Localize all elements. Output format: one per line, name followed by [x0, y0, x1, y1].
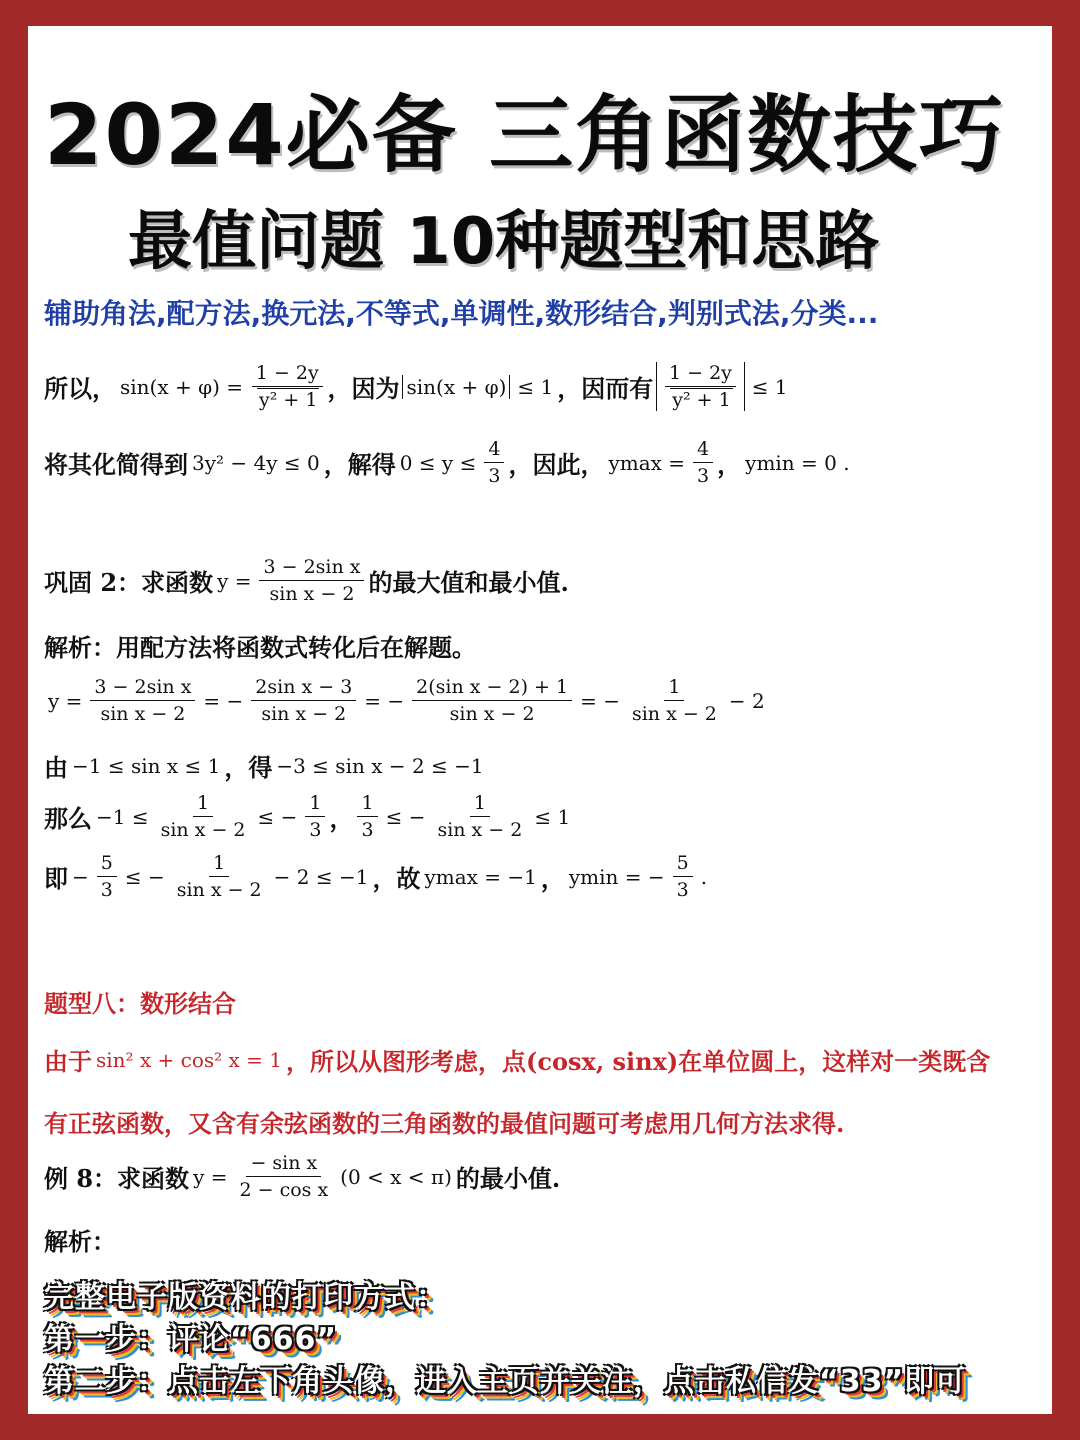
fraction	[484, 438, 504, 487]
numerator: 4	[484, 438, 504, 463]
text: ，	[540, 864, 565, 893]
fraction	[305, 792, 325, 841]
fraction	[664, 362, 736, 411]
abs-fraction	[656, 362, 744, 411]
derivation-line-2	[44, 438, 854, 487]
math: (0 < x < π)	[340, 1164, 452, 1189]
text: ，	[717, 450, 742, 479]
numerator: 2sin x − 3	[251, 676, 356, 701]
math: − 2	[728, 688, 765, 713]
math: sin(x + φ) =	[120, 374, 244, 399]
page-title: 2024必备 三角函数技巧	[44, 86, 1006, 184]
denominator: y² + 1	[672, 389, 731, 411]
fraction	[251, 676, 356, 725]
denominator: sin x − 2	[269, 583, 355, 605]
denominator: sin x − 2	[100, 703, 186, 725]
text: 有正弦函数，又含有余弦函数的三角函数的最值问题可考虑用几何方法求得.	[44, 1109, 845, 1138]
math: ymin = 0 .	[745, 450, 850, 475]
numerator: 1 − 2y	[665, 362, 736, 387]
text: 解析：用配方法将函数式转化后在解题。	[44, 633, 476, 662]
denominator: 3	[488, 465, 501, 487]
text: 的最小值.	[455, 1164, 561, 1193]
math: = −	[580, 688, 620, 713]
denominator: sin x − 2	[437, 819, 523, 841]
math: y =	[193, 1164, 228, 1189]
text: 将其化简得到	[44, 450, 188, 479]
fraction	[259, 556, 364, 605]
numerator: 1	[664, 676, 684, 701]
equation-line-4	[44, 852, 711, 901]
text: 由	[44, 753, 68, 782]
text: ，因而有	[557, 374, 654, 403]
numerator: 5	[97, 852, 117, 877]
math: −3 ≤ sin x − 2 ≤ −1	[276, 753, 484, 778]
numerator: 4	[693, 438, 713, 463]
text: ，	[329, 804, 354, 833]
text: 的最大值和最小值.	[368, 568, 569, 597]
denominator: sin x − 2	[449, 703, 535, 725]
page-subtitle: 最值问题 10种题型和思路	[128, 205, 880, 279]
numerator: 1	[357, 792, 377, 817]
equation-line-2	[44, 748, 488, 783]
denominator: sin x − 2	[160, 819, 246, 841]
math: − 2 ≤ −1	[273, 864, 369, 889]
footer-line-1: 完整电子版资料的打印方式：	[44, 1280, 447, 1315]
text: 那么	[44, 804, 92, 833]
numerator: 5	[673, 852, 693, 877]
denominator: 3	[100, 879, 113, 901]
fraction	[97, 852, 117, 901]
math: = −	[203, 688, 244, 713]
math: ≤ 1	[534, 804, 571, 829]
math: ≤ −	[124, 864, 165, 889]
fraction	[628, 676, 721, 725]
numerator: − sin x	[246, 1152, 321, 1177]
fraction	[173, 852, 266, 901]
math: −1 ≤	[96, 804, 149, 829]
math: ≤ −	[257, 804, 298, 829]
text: ，故	[372, 864, 421, 893]
equation-line-3	[44, 792, 574, 841]
text: ，解得	[323, 450, 396, 479]
text: 题型八：数形结合	[44, 989, 236, 1018]
methods-list: 辅助角法,配方法,换元法,不等式,单调性,数形结合,判别式法,分类...	[44, 297, 879, 330]
math: y =	[48, 688, 83, 713]
text: ，得	[224, 753, 273, 782]
fraction	[693, 438, 713, 487]
numerator: 1	[193, 792, 213, 817]
math: = −	[364, 688, 405, 713]
text: 所以，	[44, 374, 116, 403]
numerator: 1	[470, 792, 490, 817]
fraction	[157, 792, 250, 841]
text: ，因此，	[508, 450, 605, 479]
math: −	[72, 864, 89, 889]
math: ymax = −1	[424, 864, 537, 889]
numerator: 1	[209, 852, 229, 877]
math: ≤ 1	[517, 374, 554, 399]
math: y =	[217, 568, 252, 593]
section-paragraph-line-1	[44, 1042, 990, 1077]
section-paragraph-line-2	[44, 1104, 844, 1139]
math: sin² x + cos² x = 1	[96, 1047, 283, 1072]
footer-line-2: 第一步：评论“666”	[44, 1322, 338, 1357]
numerator: 1	[305, 792, 325, 817]
numerator: 1 − 2y	[252, 362, 323, 387]
denominator: sin x − 2	[631, 703, 717, 725]
denominator: 3	[676, 879, 689, 901]
example-analysis	[44, 1222, 116, 1257]
numerator: 3 − 2sin x	[90, 676, 195, 701]
math: ymax =	[608, 450, 686, 475]
section-heading	[44, 984, 236, 1019]
math: ≤ −	[385, 804, 426, 829]
fraction	[433, 792, 526, 841]
math: ≤ 1	[751, 374, 788, 399]
math: −1 ≤ sin x ≤ 1	[72, 753, 221, 778]
derivation-line-1	[44, 362, 792, 411]
denominator: sin x − 2	[176, 879, 262, 901]
text: 由于	[44, 1047, 92, 1076]
footer-line-3: 第二步：点击左下角头像，进入主页并关注，点击私信发“33”即可	[44, 1364, 967, 1399]
fraction	[90, 676, 195, 725]
example-question	[44, 1152, 560, 1201]
denominator: 2 − cos x	[239, 1179, 329, 1201]
denominator: 3	[697, 465, 710, 487]
text: 例 8：求函数	[44, 1164, 190, 1193]
denominator: 3	[361, 819, 374, 841]
math: 0 ≤ y ≤	[399, 450, 477, 475]
numerator: 3 − 2sin x	[259, 556, 364, 581]
text: 解析：	[44, 1227, 116, 1256]
fraction	[673, 852, 693, 901]
numerator: 2(sin x − 2) + 1	[412, 676, 572, 701]
exercise-question	[44, 556, 569, 605]
math: sin(x + φ)	[402, 375, 510, 399]
math: .	[700, 864, 708, 889]
fraction	[412, 676, 572, 725]
text: ，所以从图形考虑，点(cosx, sinx)在单位圆上，这样对一类既含	[286, 1047, 991, 1076]
denominator: sin x − 2	[261, 703, 347, 725]
text: ，因为	[327, 374, 400, 403]
analysis-text	[44, 628, 476, 663]
equation-line-1	[44, 676, 769, 725]
fraction	[251, 362, 323, 411]
text: 即	[44, 864, 68, 893]
denominator: y² + 1	[259, 389, 318, 411]
text: 巩固 2：求函数	[44, 568, 214, 597]
fraction	[235, 1152, 332, 1201]
fraction	[357, 792, 377, 841]
math: 3y² − 4y ≤ 0	[192, 450, 320, 475]
denominator: 3	[309, 819, 322, 841]
math: ymin = −	[568, 864, 665, 889]
